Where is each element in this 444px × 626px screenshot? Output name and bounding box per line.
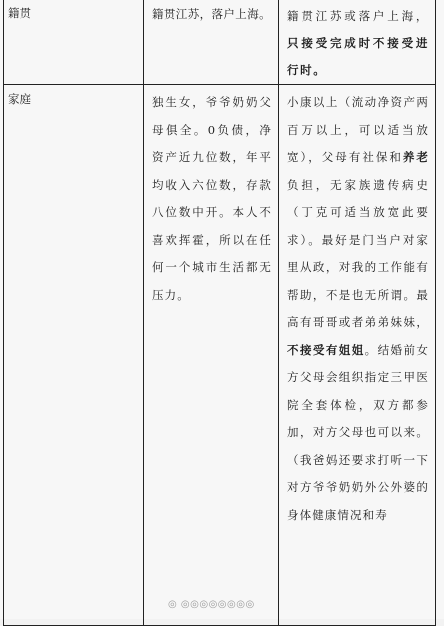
requirements-table [3, 0, 436, 626]
requirement-text [279, 85, 435, 529]
requirement-cell [279, 85, 436, 626]
row-label: 家庭 [8, 92, 31, 106]
row-label-cell [4, 0, 144, 85]
self-description: 籍贯江苏，落户上海。 [152, 7, 271, 21]
self-description: 独生女，爷爷奶奶父母俱全。0负债，净资产近九位数，年平均收入六位数，存款八位数中开。本人不喜欢挥霍，所以在任何一个城市生活都无压力。 [152, 95, 272, 302]
requirement-plain: 负担，无家族遗传病史（丁克可适当放宽此要求）。最好是门当户对家里从政，对我的工作能有帮助，不是也无所谓。最高有哥哥或者弟弟妹妹， [287, 177, 429, 329]
requirement-plain: 籍贯江苏或落户上海， [287, 9, 429, 23]
requirement-plain: 小康以上（流动净资产两百万以上，可以适当放宽），父母有社保和 [287, 95, 429, 164]
requirement-plain: 。结婚前女方父母会组织指定三甲医院全套体检，双方都参加，对方父母也可以来。（我爸妈还要求打听一下对方爷爷奶奶外公外婆的身体健康情况和寿 [287, 342, 429, 522]
requirement-emphasis: 只接受完成时不接受进行时。 [287, 36, 429, 77]
requirement-emphasis: 养老 [402, 150, 430, 164]
requirement-text [279, 0, 435, 84]
row-label: 籍贯 [8, 6, 31, 20]
row-label-cell [4, 85, 144, 626]
table-row-jiguan [4, 0, 436, 85]
requirement-emphasis: 不接受有姐姐 [287, 342, 365, 357]
watermark: ◎ ◎◎◎◎◎◎◎◎ [168, 599, 255, 610]
table-row-jiating [4, 85, 436, 626]
self-description-cell [144, 0, 279, 85]
self-description-cell [144, 85, 279, 626]
requirement-cell [279, 0, 436, 85]
